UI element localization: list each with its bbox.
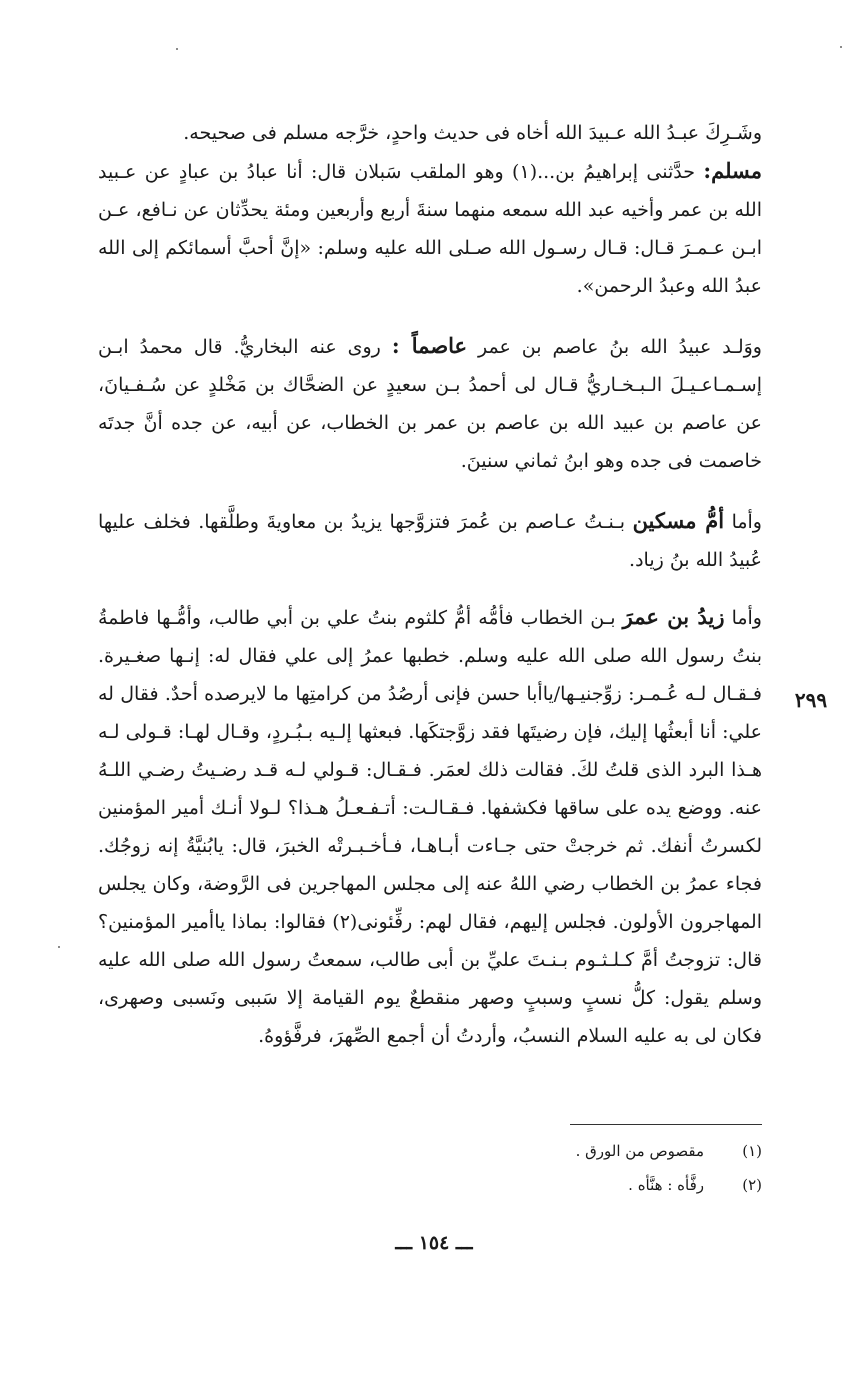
footnote-number: (١) [742,1142,762,1160]
paper-speck [176,48,178,50]
paragraph-shirk-abdullah [98,114,762,305]
footnote-text: مقصوص من الورق . [575,1142,704,1160]
muslim-label: مسلم: [703,158,763,183]
paragraph-umm-miskin [98,502,762,579]
footnote-text: رفَّأه : هنَّأه . [628,1176,704,1194]
paper-speck [58,946,60,948]
person-name: زيدُ بن عمرَ [622,604,725,629]
footnote-number: (٢) [742,1176,762,1194]
paragraph-intro: وأما [731,607,762,629]
paragraph-line: وشَـرِكَ عبـدُ الله عـبيدَ الله أخاه فى حديث واحدٍ، خرَّجه مسلم فى صحيحه. [183,122,762,144]
paper-speck [840,46,842,48]
footnote-item [400,1134,762,1168]
paragraph-text: حدَّثنى إبراهيمُ بن...(١) وهو الملقب سَبلان قال: أنا عبادُ بن عبادٍ عن عـبيد الله بن عمر وأخيه عبد الله سمعه منهما سنةَ أربع وأربعين ومئة يحدِّثان عن نـافع، عـن ابـن عـمـرَ قـال: قـال رسـول الله صـلى الله عليه وسلم: «إنَّ أحبَّ أسمائكم إلى الله عبدُ الله وعبدُ الرحمن». [98,161,762,297]
paragraph-text: بـن الخطاب فأمُّه أمُّ كلثوم بنتُ علي بن أبي طالب، وأمُّـها فاطمةُ بنتُ رسول الله صلى الله عليه وسلم. خطبها عمرُ إلى علي فقال له: إنـها صغـيرة. فـقـال لـه عُـمـر: زوِّجنيـها/ياأبا حسن فإنى أرصُدُ من كرامتِها ما لايرصده أحدٌ. فقال له علي: أنا أبعثُها إليك، فإن رضيتَها فقد زوَّجتكَها. فبعثها إلـيه بـبُـردٍ، وقـال لهـا: قـولى لـه هـذا البرد الذى قلتُ لكَ. فقالت ذلك لعمَر. فـقـال: قـولي لـه قـد رضـيتُ رضـي اللـهُ عنه. ووضع يده على ساقها فكشفها. فـقـالـت: أتـفـعـلُ هـذا؟ لـولا أنـك أمير المؤمنين لكسرتُ أنفك. ثم خرجتْ حتى جـاءت أبـاهـا، فـأخـبـرتْه الخبرَ، قال: يابُنيَّةُ إنه زوجُك. فجاء عمرُ بن الخطاب رضي اللهُ عنه إلى مجلس المهاجرين فى الرَّوضة، وكان يجلس المهاجرون الأولون. فجلس إليهم، فقال لهم: رفِّئونى(٢) فقالوا: بماذا ياأمير المؤمنين؟ قال: تزوجتُ أمَّ كـلـثـوم بـنـتَ عليِّ بن أبى طالب، سمعتُ رسول الله صلى الله عليه وسلم يقول: كلُّ نسبٍ وسببٍ وصهر منقطعٌ يوم القيامة إلا سَببى ونَسبى وصهرى، فكان لى به عليه السلام النسبُ، وأردتُ أن أجمع الصِّهرَ، فرفَّؤوهُ. [98,607,762,1047]
margin-page-reference: ٢٩٩ [794,688,828,712]
paragraph-text: روى عنه البخاريُّ. قال محمدُ ابـن إسـمـاعـيـلَ الـبـخـاريُّ قـال لى أحمدُ بـن سعيدٍ عن الضحَّاك بن مَخْلدٍ عن سُـفـيانَ، عن عاصم بن عبيد الله بن عاصم بن عمر بن الخطاب، عن أبيه، عن جده أنَّ جدتَه خاصمت فى جده وهو ابنُ ثماني سنينَ. [98,336,762,472]
footnote-divider [570,1124,762,1125]
paragraph-zayd-ibn-umar [98,598,762,1055]
person-name: عاصماً : [391,333,468,358]
paragraph-asim [98,327,762,480]
footnote-item [400,1168,762,1202]
person-name: أمُّ مسكين [632,508,725,533]
page-number: ـــ ١٥٤ ـــ [395,1232,473,1254]
footnotes [400,1134,762,1202]
paragraph-text: بـنـتُ عـاصم بن عُمرَ فتزوَّجها يزيدُ بن معاويةَ وطلَّقها. فخلف عليها عُبيدُ الله بنُ زياد. [98,511,762,571]
paragraph-intro: ووَلـد عبيدُ الله بنُ عاصم بن عمر [478,336,762,358]
paragraph-intro: وأما [731,511,762,533]
